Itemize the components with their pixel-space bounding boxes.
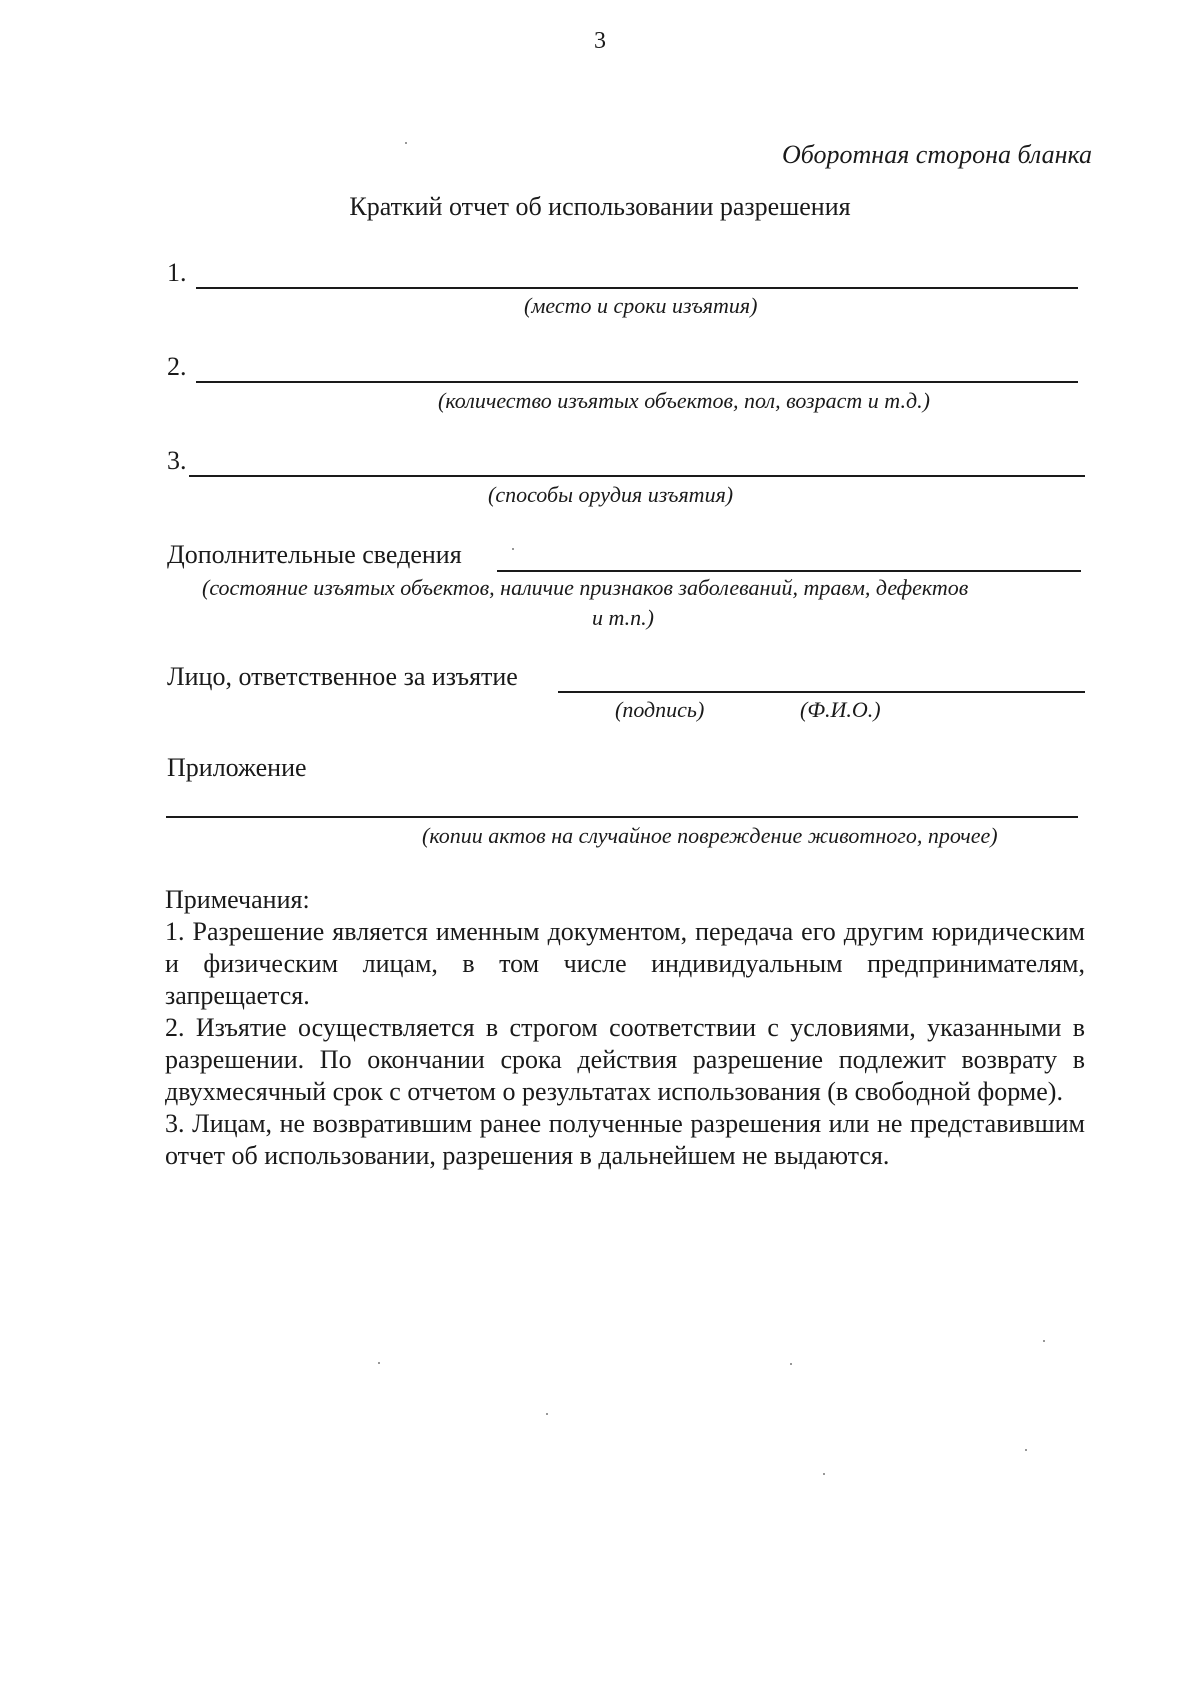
notes-heading: Примечания: [165,885,310,914]
additional-info-hint-2: и т.п.) [592,605,654,630]
responsible-label: Лицо, ответственное за изъятие [167,662,518,691]
signature-hint: (подпись) [615,697,705,722]
item-2-hint: (количество изъятых объектов, пол, возраст и т.д.) [438,388,930,413]
scan-speck [823,1473,825,1475]
item-1-line[interactable] [196,287,1078,289]
scan-speck [546,1413,548,1415]
item-3-hint: (способы орудия изъятия) [488,482,734,507]
appendix-line[interactable] [166,816,1078,818]
note-1: 1. Разрешение является именным документом, передача его другим юридическим и физическим лицам, в том числе индивидуальным предпринимателям, запрещается. [165,917,1085,1010]
scan-speck [790,1363,792,1365]
responsible-line[interactable] [558,691,1085,693]
note-3: 3. Лицам, не возвратившим ранее полученные разрешения или не представившим отчет об использовании, разрешения в дальнейшем не выдаются. [165,1109,1085,1170]
appendix-label: Приложение [167,753,307,782]
additional-info-line[interactable] [497,570,1081,572]
additional-info-label: Дополнительные сведения [167,540,462,569]
scan-speck [1025,1449,1027,1451]
scan-speck [512,548,514,550]
full-name-hint: (Ф.И.О.) [800,697,881,722]
scan-speck [405,142,407,144]
item-1-number: 1. [167,258,187,287]
note-2: 2. Изъятие осуществляется в строгом соответствии с условиями, указанными в разрешении. По окончании срока действия разрешение подлежит возврату в двухмесячный срок с отчетом о результатах использования (в свободной форме). [165,1013,1085,1106]
scan-speck [1043,1340,1045,1342]
form-side-label: Оборотная сторона бланка [782,140,1092,169]
scan-speck [378,1362,380,1364]
item-3-number: 3. [167,446,187,475]
document-title: Краткий отчет об использовании разрешения [349,192,851,221]
item-1-hint: (место и сроки изъятия) [524,293,758,318]
item-3-line[interactable] [189,475,1085,477]
page-number: 3 [594,28,606,54]
additional-info-hint-1: (состояние изъятых объектов, наличие признаков заболеваний, травм, дефектов [202,575,969,600]
item-2-line[interactable] [196,381,1078,383]
notes-section [165,884,1085,1172]
appendix-hint: (копии актов на случайное повреждение животного, прочее) [422,823,998,848]
item-2-number: 2. [167,352,187,381]
